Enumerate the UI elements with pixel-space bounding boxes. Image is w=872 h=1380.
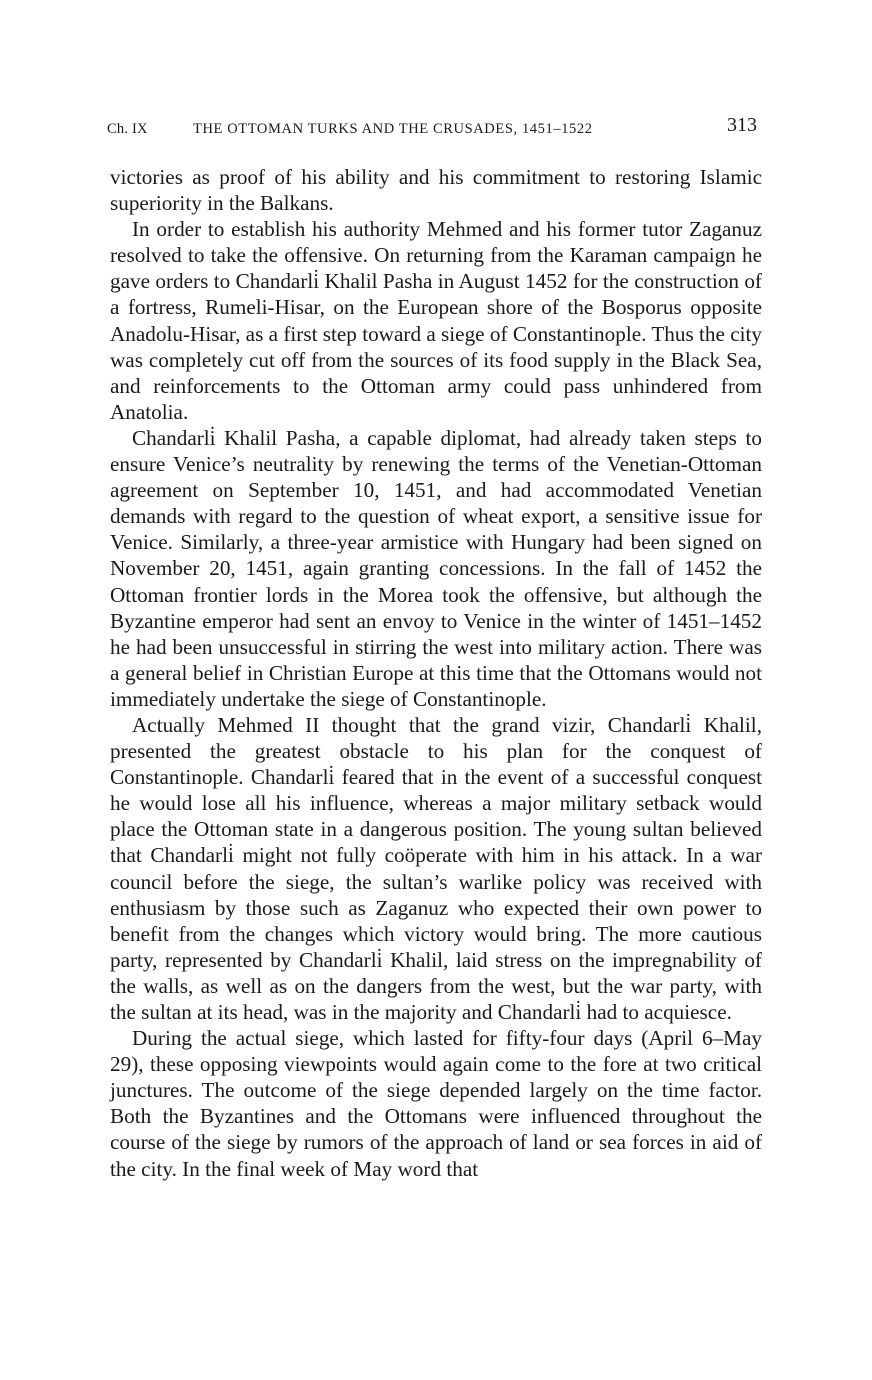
paragraph: Chandarli̇ Khalil Pasha, a capable diplomat, had already taken steps to ensure Venice’s neutrality by renewing the terms of the Venetian-Ottoman agreement on September 10, 1451, and had accommodated Venetian demands with regard to the question of wheat export, a sensitive issue for Venice. Similarly, a three-year armistice with Hungary had been signed on November 20, 1451, again granting concessions. In the fall of 1452 the Ottoman frontier lords in the Morea took the offensive, but although the Byzantine emperor had sent an envoy to Venice in the winter of 1451–1452 he had been unsuccessful in stirring the west into military action. There was a general belief in Christian Europe at this time that the Ottomans would not immediately undertake the siege of Constantinople.	[110, 425, 762, 711]
chapter-label: Ch. IX	[107, 121, 148, 137]
running-header	[107, 112, 759, 142]
paragraph-continuation: victories as proof of his ability and his commitment to restoring Islamic superiority in the Balkans.	[110, 165, 762, 216]
paragraph: Actually Mehmed II thought that the grand vizir, Chandarli̇ Khalil, presented the greatest obstacle to his plan for the conquest of Constantinople. Chandarli̇ feared that in the event of a successful conquest he would lose all his influence, whereas a major military setback would place the Ottoman state in a dangerous position. The young sultan believed that Chandarli̇ might not fully coöperate with him in his attack. In a war council before the siege, the sultan’s warlike policy was received with enthusiasm by those such as Zaganuz who expected their own power to benefit from the changes which victory would bring. The more cautious party, represented by Chandarli̇ Khalil, laid stress on the impregnability of the walls, as well as on the dangers from the west, but the war party, with the sultan at its head, was in the majority and Chandarli̇ had to acquiesce.	[110, 712, 762, 1024]
page-number: 313	[727, 114, 757, 136]
running-title: THE OTTOMAN TURKS AND THE CRUSADES, 1451–1522	[193, 121, 593, 137]
body-text	[110, 164, 762, 1182]
paragraph: During the actual siege, which lasted for fifty-four days (April 6–May 29), these opposing viewpoints would again come to the fore at two critical junctures. The outcome of the siege depended largely on the time factor. Both the Byzantines and the Ottomans were influenced throughout the course of the siege by rumors of the approach of land or sea forces in aid of the city. In the final week of May word that	[110, 1026, 762, 1181]
paragraph: In order to establish his authority Mehmed and his former tutor Zaganuz resolved to take the offensive. On returning from the Karaman campaign he gave orders to Chandarli̇ Khalil Pasha in August 1452 for the construction of a fortress, Rumeli-Hisar, on the European shore of the Bosporus opposite Anadolu-Hisar, as a first step toward a siege of Constantinople. Thus the city was completely cut off from the sources of its food supply in the Black Sea, and reinforcements to the Ottoman army could pass unhindered from Anatolia.	[110, 217, 762, 424]
